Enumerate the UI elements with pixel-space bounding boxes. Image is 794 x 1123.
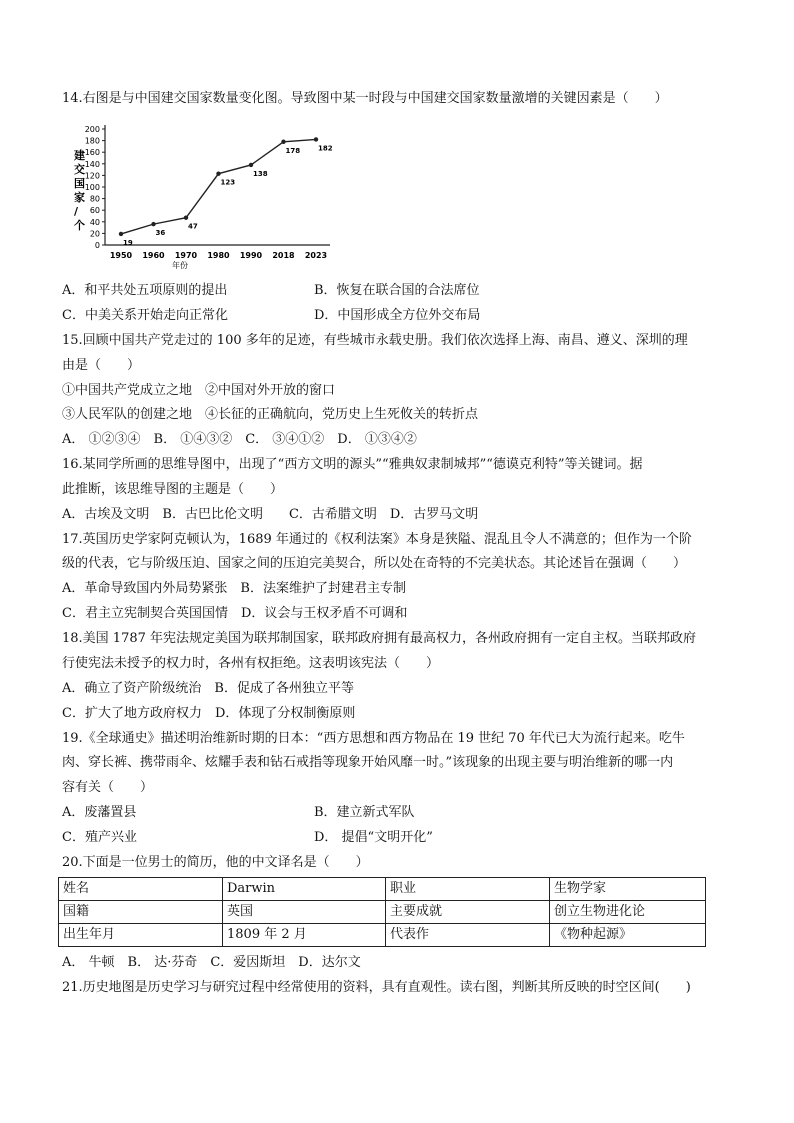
q15-item-2: ③人民军队的创建之地 ④长征的正确航向，党历史上生死攸关的转折点 [62, 407, 479, 422]
x-tick-label: 1960 [142, 251, 165, 260]
q21-stem: 21.历史地图是历史学习与研究过程中经常使用的资料，具有直观性。读右图，判断其所反映的时空区间( ) [62, 980, 691, 995]
q19-option-b: B．建立新式军队 [314, 805, 415, 820]
x-axis-ticks [110, 251, 327, 260]
q14-option-d: D．中国形成全方位外交布局 [314, 308, 481, 323]
q15-stem-line2: 由是（ ） [62, 358, 141, 373]
q20-options: A． 牛顿 B． 达·芬奇 C．爱因斯坦 D．达尔文 [62, 955, 361, 970]
y-tick-label: 20 [89, 229, 100, 239]
q14-option-c: C．中美关系开始走向正常化 [62, 308, 228, 323]
y-tick-label: 200 [84, 125, 100, 134]
q18-options-ab: A．确立了资产阶级统治 B．促成了各州独立平等 [62, 681, 354, 696]
q18-options-cd: C．扩大了地方政府权力 D．体现了分权制衡原则 [62, 706, 356, 721]
data-label: 36 [155, 229, 166, 238]
data-point [119, 232, 123, 236]
x-tick-label: 2018 [272, 251, 295, 260]
table-row [59, 901, 706, 924]
data-point [314, 137, 318, 141]
q14-option-a: A．和平共处五项原则的提出 [62, 283, 228, 298]
data-label: 138 [253, 169, 268, 178]
y-tick-label: 120 [84, 171, 100, 181]
resume-table [58, 877, 706, 947]
data-label: 19 [123, 238, 133, 247]
x-tick-label: 2023 [304, 251, 328, 260]
y-tick-label: 180 [84, 136, 100, 146]
x-tick-label: 1980 [207, 251, 230, 260]
x-tick-label: 1950 [109, 251, 133, 260]
q14-option-b: B．恢复在联合国的合法席位 [314, 283, 480, 298]
q19-option-c: C．殖产兴业 [62, 830, 137, 845]
q20-stem: 20.下面是一位男士的简历，他的中文译名是（ ） [62, 855, 369, 870]
y-tick-label: 100 [84, 183, 100, 192]
x-tick-label: 1970 [174, 251, 198, 260]
q18-stem-line1: 18.美国 1787 年宪法规定美国为联邦制国家，联邦政府拥有最高权力，各州政府拥有一定自主权。当联邦政府 [62, 631, 697, 646]
table-cell: 国籍 [59, 901, 223, 924]
q16-options: A．古埃及文明 B．古巴比伦文明 C．古希腊文明 D．古罗马文明 [62, 507, 479, 522]
table-cell: 1809 年 2 月 [223, 924, 386, 947]
q17-stem-line2: 级的代表，它与阶级压迫、国家之间的压迫完美契合，所以处在奇特的不完美状态。其论述旨在强调（ ） [62, 556, 687, 571]
q17-stem-line1: 17.英国历史学家阿克顿认为，1689 年通过的《权利法案》本身是狭隘、混乱且令人不满意的；但作为一个阶 [62, 532, 692, 547]
q15-item-1: ①中国共产党成立之地 ②中国对外开放的窗口 [62, 383, 336, 398]
table-cell: Darwin [223, 878, 386, 901]
data-label: 47 [188, 222, 198, 231]
table-cell: 出生年月 [59, 924, 223, 947]
data-point [151, 222, 155, 226]
q15-options: A． ①②③④ B． ①④③② C． ③④①② D． ①③④② [62, 432, 417, 447]
q16-stem-line1: 16.某同学所画的思维导图中，出现了“西方文明的源头”“雅典奴隶制城邦”“德谟克利特”等关键词。据 [62, 457, 643, 472]
table-cell: 职业 [386, 878, 550, 901]
q19-option-d: D． 提倡“文明开化” [314, 830, 433, 845]
y-tick-label: 140 [84, 159, 100, 169]
data-point [216, 171, 220, 175]
table-cell: 创立生物进化论 [550, 901, 706, 924]
y-tick-label: 80 [89, 194, 100, 204]
q15-stem-line1: 15.回顾中国共产党走过的 100 多年的足迹，有些城市永载史册。我们依次选择上海、南昌、遵义、深圳的理 [62, 333, 688, 348]
y-axis-ticks [85, 125, 105, 250]
y-axis-label: 建交国家/个 [74, 149, 85, 232]
data-point [184, 216, 188, 220]
q18-stem-line2: 行使宪法未授予的权力时，各州有权拒绝。这表明该宪法（ ） [62, 656, 440, 671]
table-cell: 主要成就 [386, 901, 550, 924]
data-labels [123, 144, 333, 247]
table-cell: 《物种起源》 [550, 924, 706, 947]
table-cell: 生物学家 [550, 878, 706, 901]
y-tick-label: 60 [89, 206, 100, 216]
y-tick-label: 40 [89, 217, 100, 227]
q19-stem-line1: 19.《全球通史》描述明治维新时期的日本：“西方思想和西方物品在 19 世纪 70 年代已大为流行起来。吃牛 [62, 731, 685, 746]
data-label: 123 [220, 178, 236, 187]
data-label: 182 [318, 144, 333, 153]
q16-stem-line2: 此推断，该思维导图的主题是（ ） [62, 482, 284, 497]
q19-option-a: A．废藩置县 [62, 805, 137, 820]
diplomatic-relations-chart [62, 115, 338, 273]
q17-options-ab: A．革命导致国内外局势紧张 B．法案维护了封建君主专制 [62, 581, 406, 596]
data-label: 178 [285, 146, 301, 155]
q14-stem: 14.右图是与中国建交国家数量变化图。导致图中某一时段与中国建交国家数量激增的关键因素是（ ） [62, 91, 668, 106]
q19-stem-line2: 肉、穿长裤、携带雨伞、炫耀手表和钻石戒指等现象开始风靡一时。”该现象的出现主要与明治维新的哪一内 [62, 755, 674, 770]
y-tick-label: 160 [84, 148, 100, 158]
x-axis-label: 年份 [172, 261, 188, 270]
y-tick-label: 0 [94, 241, 100, 250]
table-row [59, 924, 706, 947]
data-point [281, 140, 285, 144]
q19-stem-line3: 容有关（ ） [62, 780, 154, 795]
table-row [59, 878, 706, 901]
table-cell: 代表作 [386, 924, 550, 947]
data-point [249, 163, 253, 167]
table-cell: 姓名 [59, 878, 223, 901]
table-cell: 英国 [223, 901, 386, 924]
q17-options-cd: C．君主立宪制契合英国国情 D．议会与王权矛盾不可调和 [62, 606, 408, 621]
x-tick-label: 1990 [239, 251, 263, 260]
